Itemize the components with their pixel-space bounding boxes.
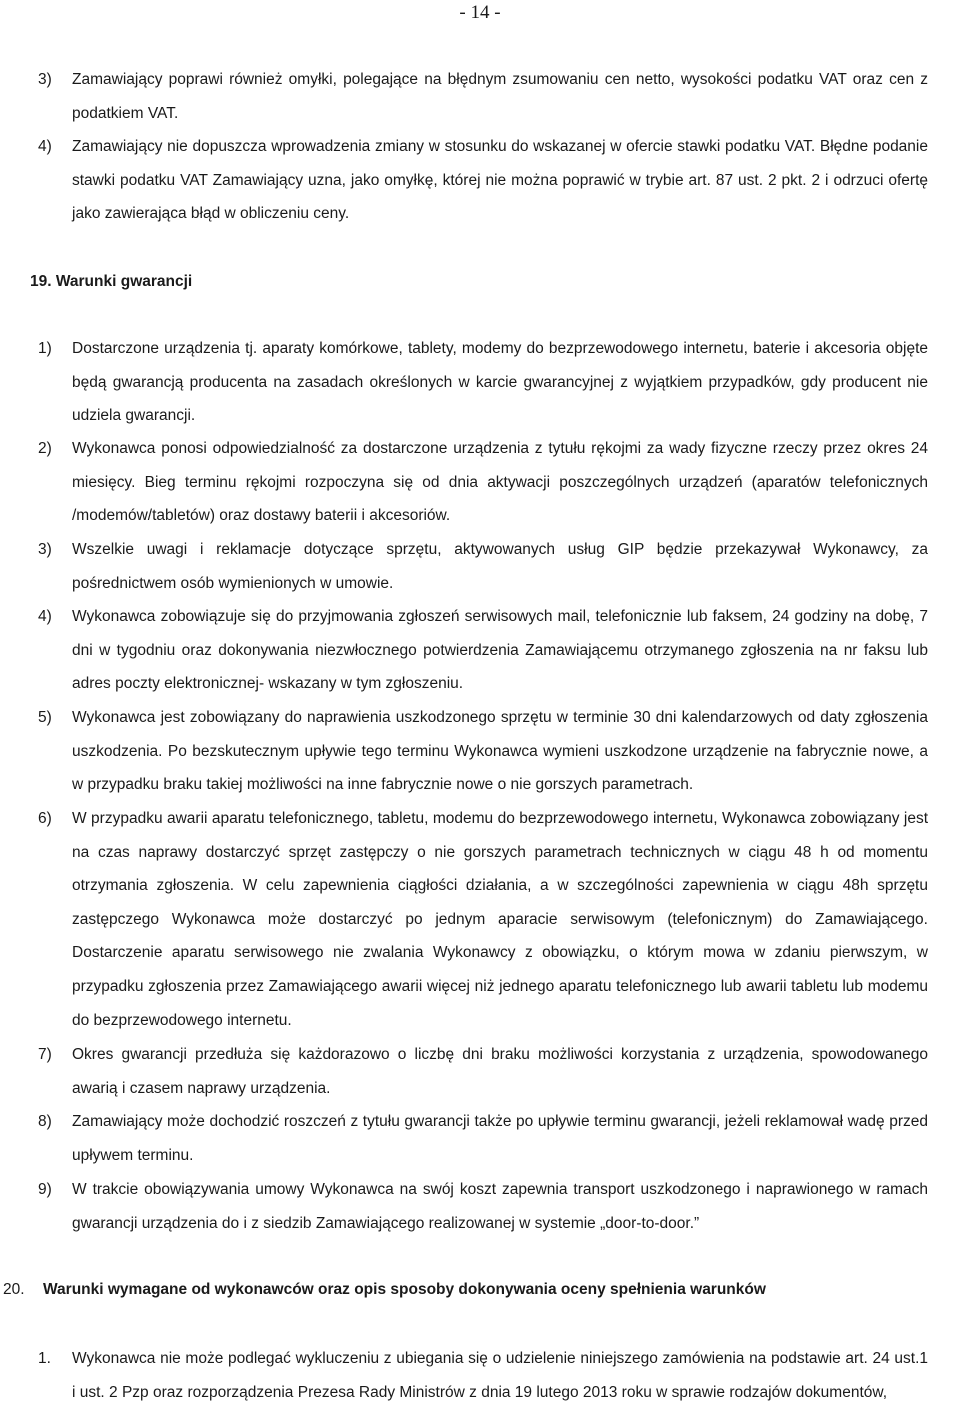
list-item-number: 6) bbox=[38, 810, 52, 827]
list-item-number: 8) bbox=[38, 1113, 52, 1130]
list-item-number: 4) bbox=[38, 138, 52, 155]
list-item bbox=[38, 701, 928, 802]
list-item bbox=[38, 1173, 928, 1240]
list-item bbox=[38, 1038, 928, 1105]
list-item-number: 1. bbox=[38, 1350, 51, 1367]
list-item-number: 4) bbox=[38, 608, 52, 625]
list-item-number: 5) bbox=[38, 709, 52, 726]
list-item-number: 2) bbox=[38, 440, 52, 457]
list-item-text: Wykonawca jest zobowiązany do naprawienia uszkodzonego sprzętu w terminie 30 dni kalendarzowych od daty zgłoszenia uszkodzenia. Po bezskutecznym upływie tego terminu Wykonawca wymieni uszkodzone urządzenie na fabrycznie nowe, a w przypadku braku takiej możliwości na inne fabrycznie nowe o nie gorszych parametrach. bbox=[72, 709, 928, 794]
list-item bbox=[38, 802, 928, 1037]
list-item-number: 3) bbox=[38, 541, 52, 558]
list-item bbox=[38, 533, 928, 600]
list-item-text: Zamawiający nie dopuszcza wprowadzenia zmiany w stosunku do wskazanej w ofercie stawki podatku VAT. Błędne podanie stawki podatku VAT Zamawiający uzna, jako omyłkę, której nie można poprawić w trybie art. 87 ust. 2 pkt. 2 i odrzuci ofertę jako zawierająca błąd w obliczeniu ceny. bbox=[72, 138, 928, 223]
list-item-text: Okres gwarancji przedłuża się każdorazowo o liczbę dni braku możliwości korzystania z urządzenia, spowodowanego awarią i czasem naprawy urządzenia. bbox=[72, 1046, 928, 1097]
list-item-text: W przypadku awarii aparatu telefonicznego, tabletu, modemu do bezprzewodowego internetu, Wykonawca zobowiązany jest na czas naprawy dostarczyć sprzęt zastępczy o nie gorszych parametrach technicznych w ciągu 48 h od momentu otrzymania zgłoszenia. W celu zapewnienia ciągłości działania, a w szczególności zapewnienia w ciągu 48h sprzętu zastępczego Wykonawca może dostarczyć po jednym aparacie serwisowym (telefonicznym) do Zamawiającego. Dostarczenie aparatu serwisowego nie zwalania Wykonawcy z obowiązku, o którym mowa w zdaniu pierwszym, w przypadku zgłoszenia przez Zamawiającego awarii więcej niż jednego aparatu telefonicznego lub awarii tabletu lub modemu do bezprzewodowego internetu. bbox=[72, 810, 928, 1029]
list-item bbox=[38, 130, 928, 231]
list-item-text: Wykonawca nie może podlegać wykluczeniu z ubiegania się o udzielenie niniejszego zamówienia na podstawie art. 24 ust.1 i ust. 2 Pzp oraz rozporządzenia Prezesa Rady Ministrów z dnia 19 lutego 2013 roku w sprawie rodzajów dokumentów, bbox=[72, 1350, 928, 1401]
list-item-text: Wykonawca ponosi odpowiedzialność za dostarczone urządzenia z tytułu rękojmi za wady fizyczne rzeczy przez okres 24 miesięcy. Bieg terminu rękojmi rozpoczyna się od dnia aktywacji poszczególnych urządzeń (aparatów telefonicznych /modemów/tabletów) oraz dostawy baterii i akcesoriów. bbox=[72, 440, 928, 525]
list-item-text: Wykonawca zobowiązuje się do przyjmowania zgłoszeń serwisowych mail, telefonicznie lub faksem, 24 godziny na dobę, 7 dni w tygodniu oraz dokonywania niezwłocznego potwierdzenia Zamawiającemu otrzymanego zgłoszenia na nr faksu lub adres poczty elektronicznej- wskazany w tym zgłoszeniu. bbox=[72, 608, 928, 693]
section-19-heading: 19. Warunki gwarancji bbox=[30, 273, 193, 290]
list-item-text: Wszelkie uwagi i reklamacje dotyczące sprzętu, aktywowanych usług GIP będzie przekazywał Wykonawcy, za pośrednictwem osób wymienionych w umowie. bbox=[72, 541, 928, 592]
list-item bbox=[38, 63, 928, 130]
list-item bbox=[38, 1342, 928, 1409]
list-item-number: 9) bbox=[38, 1181, 52, 1198]
section-20-title: Warunki wymagane od wykonawców oraz opis sposoby dokonywania oceny spełnienia warunków bbox=[43, 1281, 766, 1298]
list-item bbox=[38, 1105, 928, 1172]
list-item-number: 1) bbox=[38, 340, 52, 357]
list-item-text: Zamawiający może dochodzić roszczeń z tytułu gwarancji także po upływie terminu gwarancji, jeżeli reklamował wadę przed upływem terminu. bbox=[72, 1113, 928, 1164]
section-20-heading bbox=[0, 1275, 940, 1305]
list-item-text: Dostarczone urządzenia tj. aparaty komórkowe, tablety, modemy do bezprzewodowego internetu, baterie i akcesoria objęte będą gwarancją producenta na zasadach określonych w karcie gwarancyjnej z wyjątkiem przypadków, gdy producent nie udziela gwarancji. bbox=[72, 340, 928, 425]
list-item-number: 3) bbox=[38, 71, 52, 88]
list-item-number: 7) bbox=[38, 1046, 52, 1063]
list-item bbox=[38, 332, 928, 433]
section-20-number: 20. bbox=[3, 1281, 25, 1298]
list-item bbox=[38, 600, 928, 701]
list-item-text: Zamawiający poprawi również omyłki, polegające na błędnym zsumowaniu cen netto, wysokości podatku VAT oraz cen z podatkiem VAT. bbox=[72, 71, 928, 122]
list-item bbox=[38, 432, 928, 533]
list-item-text: W trakcie obowiązywania umowy Wykonawca na swój koszt zapewnia transport uszkodzonego i naprawionego w ramach gwarancji urządzenia do i z siedzib Zamawiającego realizowanej w systemie „door-to-door.” bbox=[72, 1181, 928, 1232]
page-number: - 14 - bbox=[459, 2, 501, 23]
